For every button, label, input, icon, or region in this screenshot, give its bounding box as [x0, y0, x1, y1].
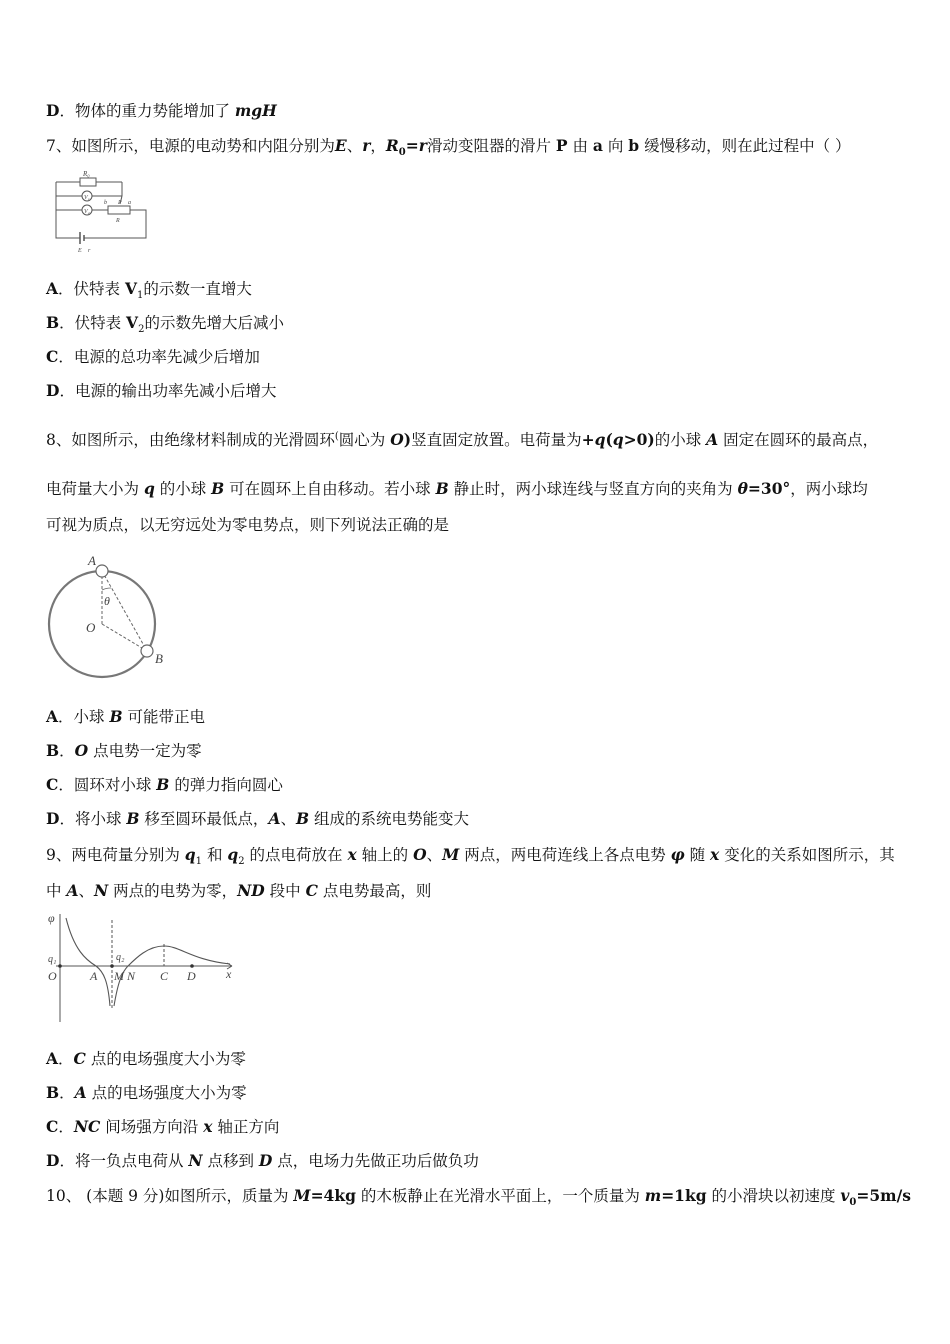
text-run: ．伏特表	[58, 280, 125, 298]
text-run: =4kg	[310, 1186, 356, 1205]
text-run: ．	[59, 742, 75, 760]
q7-option-b	[46, 313, 284, 340]
text-run: A	[46, 279, 59, 298]
ball-b-label: B	[155, 651, 163, 666]
q9-option-a	[46, 1049, 246, 1069]
text-run: ．将一负点电荷从	[59, 1152, 189, 1170]
text-run: D	[46, 809, 60, 828]
text-run: 间场强方向沿	[100, 1118, 204, 1136]
q1-label: q₁	[48, 954, 57, 965]
text-run: 竖直固定放置。电荷量为	[411, 431, 582, 450]
text-run: 固定在圆环的最高点，	[718, 431, 879, 450]
text-run: ，	[370, 137, 386, 155]
text-run: 中	[46, 882, 67, 900]
q7-stem	[46, 136, 851, 163]
point-a-label: A	[90, 969, 98, 983]
text-run: O	[413, 845, 427, 864]
rheostat-label: R	[116, 218, 120, 224]
text-run: ND	[237, 881, 265, 900]
point-mn-label: M N	[114, 969, 135, 983]
text-run: 移至圆环最低点，	[139, 810, 269, 828]
q9-stem-line2	[46, 881, 431, 901]
text-run: 缓慢移动，则在此过程中（ ）	[639, 137, 851, 155]
end-b-label: b	[104, 200, 107, 206]
text-run: 的示数先增大后减小	[144, 314, 284, 332]
text-run: q	[184, 845, 196, 864]
text-run: 点，电场力先做正功后做负功	[272, 1152, 479, 1170]
internal-r-label: r	[88, 248, 91, 252]
text-run: C	[305, 881, 318, 900]
r0-resistor	[80, 178, 96, 186]
text-run: P	[555, 136, 568, 155]
text-run: >0)	[623, 430, 655, 450]
text-run: 可能带正电	[122, 708, 206, 726]
text-run: =30°	[747, 479, 791, 498]
text-run: 的小球	[654, 431, 707, 450]
text-run: θ	[737, 479, 748, 498]
text-run: B	[211, 479, 225, 498]
text-run: A	[74, 1083, 87, 1102]
text-run: C	[46, 775, 59, 794]
q8-ring-diagram	[40, 550, 180, 685]
text-run: A	[66, 881, 79, 900]
text-run: mgH	[234, 101, 277, 120]
text-run: D	[46, 101, 60, 120]
text-run: 、	[78, 882, 94, 900]
text-run: 随	[684, 846, 711, 864]
q10-stem-line1	[46, 1186, 911, 1213]
text-run: D	[258, 1151, 273, 1170]
text-run: B	[46, 1083, 60, 1102]
origin-o-label: O	[48, 969, 57, 983]
end-a-label: a	[128, 200, 131, 206]
text-run: B	[46, 313, 60, 332]
text-run: q	[594, 430, 606, 450]
text-run: a	[592, 136, 603, 155]
text-run: 两点，两电荷连线上各点电势	[459, 846, 671, 864]
text-run: x	[710, 845, 720, 864]
q9-option-d	[46, 1151, 479, 1171]
text-run: 可在圆环上自由移动。若小球	[224, 480, 436, 498]
text-run: 、	[346, 137, 363, 155]
text-run: 点的电场强度大小为零	[86, 1084, 247, 1102]
text-run: 点电势一定为零	[88, 742, 202, 760]
text-run: 9、两电荷量分别为	[46, 846, 185, 864]
slider-p-label: P	[118, 200, 122, 206]
text-run: A	[706, 430, 719, 450]
q7-option-c	[46, 347, 260, 367]
text-run: 轴正方向	[212, 1118, 280, 1136]
text-run: q	[143, 479, 155, 498]
v2-label: V₂	[84, 209, 90, 215]
text-run: C	[46, 1117, 59, 1136]
q9-option-b	[46, 1083, 247, 1103]
emf-label: E	[78, 248, 82, 252]
text-run: x	[203, 1117, 213, 1136]
q8-option-a	[46, 707, 205, 727]
r0-label: R₀	[83, 170, 90, 178]
text-run: V	[124, 279, 137, 298]
text-run: 的小滑块以初速度	[706, 1187, 841, 1205]
text-run: 静止时，两小球连线与竖直方向的夹角为	[448, 480, 738, 498]
q9-potential-graph	[44, 910, 244, 1025]
q8-stem-line1	[46, 427, 878, 450]
text-run: ．	[59, 1084, 75, 1102]
q7-option-a	[46, 279, 252, 306]
center-o-label: O	[86, 620, 96, 635]
q9-option-c	[46, 1117, 279, 1137]
text-run: 10、 (本题 9 分)如图所示，质量为	[46, 1187, 294, 1205]
text-run: 两点的电势为零，	[108, 882, 238, 900]
text-run: B	[156, 775, 170, 794]
text-run: ．物体的重力势能增加了	[59, 102, 235, 120]
text-run: 圆心为	[338, 431, 391, 450]
text-run: b	[628, 136, 640, 155]
ball-b	[141, 645, 153, 657]
text-run: r	[418, 136, 427, 155]
theta-arc	[102, 588, 111, 590]
text-run: E	[334, 136, 347, 155]
text-run: M	[293, 1186, 311, 1205]
q8-option-b	[46, 741, 202, 761]
text-run: B	[435, 479, 449, 498]
text-run: 、	[280, 810, 296, 828]
text-run: 1	[195, 856, 203, 868]
rheostat	[108, 206, 130, 214]
text-run: A	[46, 1049, 59, 1068]
q8-stem-line3	[46, 515, 449, 535]
text-run: ．	[58, 1118, 74, 1136]
text-run: O	[390, 430, 404, 450]
text-run: C	[46, 347, 59, 366]
text-run: 滑动变阻器的滑片	[426, 137, 556, 155]
text-run: =	[405, 136, 419, 155]
q9-stem-line1	[46, 845, 895, 872]
text-run: M	[442, 845, 460, 864]
text-run: ，两小球均	[790, 480, 868, 498]
text-run: 8、如图所示，由绝缘材料制成的光滑圆环	[46, 431, 335, 450]
text-run: 0	[849, 1197, 857, 1209]
text-run: 向	[602, 137, 629, 155]
text-run: V	[126, 313, 139, 332]
text-run: 2	[238, 856, 245, 868]
text-run: ．电源的输出功率先减小后增大	[59, 382, 277, 400]
text-run: B	[295, 809, 310, 828]
text-run: 和	[202, 846, 228, 864]
q7-circuit-diagram	[50, 168, 160, 252]
v1-label: V₁	[84, 195, 90, 201]
text-run: 7、如图所示，电源的电动势和内阻分别为	[46, 137, 335, 155]
text-run: 的弹力指向圆心	[169, 776, 283, 794]
text-run: B	[126, 809, 140, 828]
text-run: )	[403, 430, 412, 450]
text-run: D	[46, 1151, 60, 1170]
text-run: 可视为质点，以无穷远处为零电势点，则下列说法正确的是	[46, 516, 450, 534]
text-run: D	[46, 381, 60, 400]
text-run: ．圆环对小球	[58, 776, 157, 794]
text-run: O	[74, 741, 89, 760]
text-run: ．伏特表	[59, 314, 127, 332]
q6-option-d	[46, 101, 277, 121]
text-run: φ	[670, 845, 685, 864]
text-run: +	[581, 430, 595, 450]
x-axis-label: x	[226, 967, 232, 981]
text-run: A	[268, 809, 281, 828]
text-run: NC	[73, 1117, 101, 1136]
text-run: 的示数一直增大	[143, 280, 252, 298]
phi-label: φ	[48, 911, 55, 925]
q8-stem-line2	[46, 479, 868, 499]
text-run: 电荷量大小为	[46, 480, 144, 498]
text-run: 点移到	[202, 1152, 259, 1170]
text-run: B	[46, 741, 60, 760]
curve-left	[66, 918, 110, 1006]
text-run: 点电势最高，则	[317, 882, 432, 900]
theta-label: θ	[104, 594, 110, 608]
point-c-label: C	[160, 969, 169, 983]
text-run: 组成的系统电势能变大	[309, 810, 470, 828]
text-run: ．	[58, 1050, 74, 1068]
text-run: (	[334, 431, 339, 442]
text-run: 1	[137, 290, 144, 302]
point-d-label: D	[187, 969, 196, 983]
text-run: 0	[398, 147, 406, 159]
text-run: N	[188, 1151, 203, 1170]
text-run: ．电源的总功率先减少后增加	[58, 348, 260, 366]
text-run: 由	[567, 137, 593, 155]
text-run: r	[362, 136, 371, 155]
text-run: x	[347, 845, 357, 864]
text-run: ．将小球	[59, 810, 127, 828]
text-run: 的小球	[154, 480, 212, 498]
text-run: q	[612, 430, 624, 450]
text-run: =1kg	[661, 1186, 707, 1205]
text-run: R	[385, 136, 399, 155]
ball-a	[96, 565, 108, 577]
text-run: ．小球	[58, 708, 110, 726]
text-run: 段中	[264, 882, 306, 900]
q2-label: q₂	[116, 952, 125, 963]
text-run: (	[605, 430, 613, 450]
q7-option-d	[46, 381, 276, 401]
text-run: A	[46, 707, 59, 726]
text-run: 的木板静止在光滑水平面上，一个质量为	[355, 1187, 645, 1205]
text-run: q	[227, 845, 239, 864]
ball-a-label: A	[88, 553, 96, 568]
text-run: C	[73, 1049, 86, 1068]
text-run: =5m/s	[856, 1186, 911, 1205]
text-run: 轴上的	[356, 846, 414, 864]
text-run: 点的电场强度大小为零	[85, 1050, 246, 1068]
text-run: v	[840, 1186, 850, 1205]
text-run: 、	[426, 846, 443, 864]
q8-option-c	[46, 775, 283, 795]
text-run: m	[644, 1186, 662, 1205]
q8-option-d	[46, 809, 469, 829]
text-run: 的点电荷放在	[244, 846, 348, 864]
text-run: 2	[138, 324, 145, 336]
text-run: B	[109, 707, 123, 726]
text-run: 变化的关系如图所示，其	[719, 846, 895, 864]
text-run: N	[93, 881, 109, 900]
